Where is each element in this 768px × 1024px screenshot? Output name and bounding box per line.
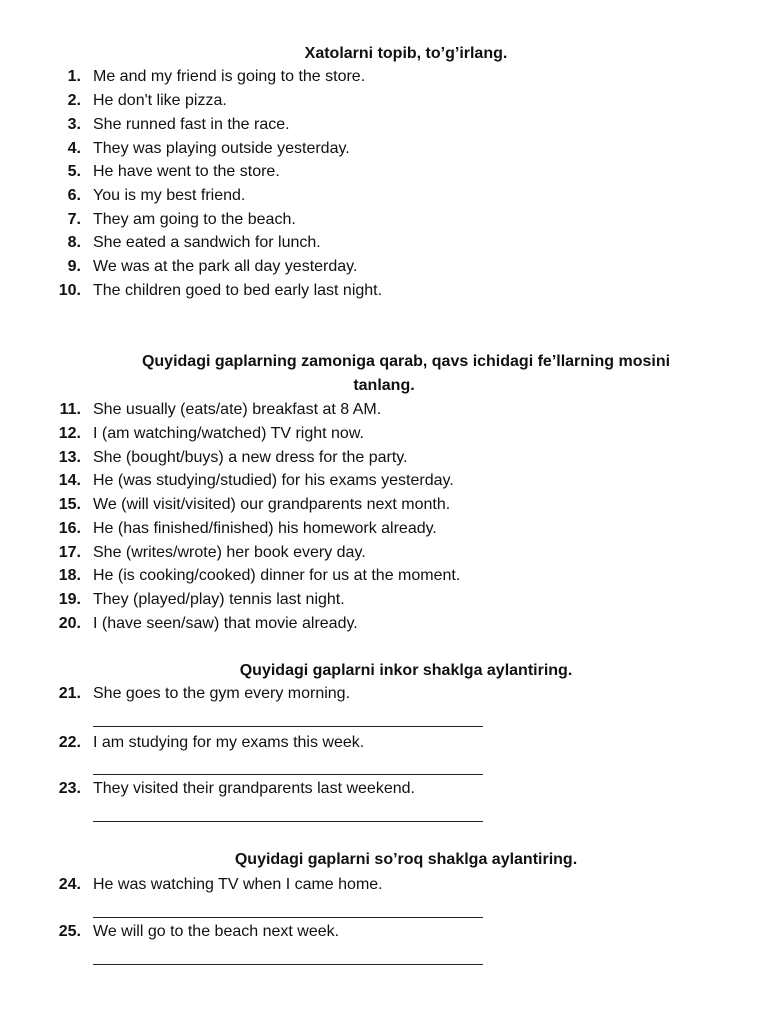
item-text: We was at the park all day yesterday. bbox=[93, 258, 358, 275]
list-item bbox=[50, 777, 415, 801]
item-text: She eated a sandwich for lunch. bbox=[93, 234, 321, 251]
list-item bbox=[50, 113, 290, 137]
list-item bbox=[50, 137, 350, 161]
item-number: 3. bbox=[67, 116, 81, 133]
item-number: 13. bbox=[58, 449, 81, 466]
item-number: 12. bbox=[58, 425, 81, 442]
item-number: 14. bbox=[58, 472, 81, 489]
item-text: I (am watching/watched) TV right now. bbox=[93, 425, 364, 442]
list-item bbox=[50, 469, 454, 493]
item-number: 15. bbox=[58, 496, 81, 513]
list-item bbox=[50, 612, 358, 636]
item-number: 19. bbox=[58, 591, 81, 608]
list-item bbox=[50, 541, 366, 565]
item-text: We will go to the beach next week. bbox=[93, 923, 340, 940]
list-item bbox=[50, 920, 339, 944]
item-text: I (have seen/saw) that movie already. bbox=[93, 615, 358, 632]
item-text: They (played/play) tennis last night. bbox=[93, 591, 345, 608]
item-text: She (bought/buys) a new dress for the party. bbox=[93, 449, 408, 466]
list-item bbox=[50, 517, 437, 541]
section-1-heading: Xatolarni topib, to’g’irlang. bbox=[304, 45, 508, 62]
list-item bbox=[50, 493, 450, 517]
item-number: 7. bbox=[67, 211, 81, 228]
section-2-heading-continued: tanlang. bbox=[353, 377, 415, 394]
answer-line[interactable] bbox=[93, 821, 483, 822]
list-item bbox=[50, 873, 383, 897]
item-number: 23. bbox=[58, 780, 81, 797]
item-number: 10. bbox=[58, 282, 81, 299]
item-number: 1. bbox=[67, 68, 81, 85]
item-number: 24. bbox=[58, 876, 81, 893]
list-item bbox=[50, 65, 365, 89]
item-text: He (is cooking/cooked) dinner for us at the moment. bbox=[93, 567, 461, 584]
section-2-heading: Quyidagi gaplarning zamoniga qarab, qavs ichidagi fe’llarning mosini bbox=[141, 353, 671, 370]
item-text: He (was studying/studied) for his exams yesterday. bbox=[93, 472, 454, 489]
list-item bbox=[50, 208, 296, 232]
item-text: You is my best friend. bbox=[93, 187, 246, 204]
list-item bbox=[50, 89, 227, 113]
item-number: 25. bbox=[58, 923, 81, 940]
list-item bbox=[50, 564, 460, 588]
item-text: He was watching TV when I came home. bbox=[93, 876, 383, 893]
list-item bbox=[50, 231, 321, 255]
item-number: 9. bbox=[67, 258, 81, 275]
item-text: Me and my friend is going to the store. bbox=[93, 68, 366, 85]
item-text: The children goed to bed early last night. bbox=[93, 282, 383, 299]
list-item bbox=[50, 160, 280, 184]
item-number: 17. bbox=[58, 544, 81, 561]
item-number: 6. bbox=[67, 187, 81, 204]
list-item bbox=[50, 398, 381, 422]
item-number: 20. bbox=[58, 615, 81, 632]
answer-line[interactable] bbox=[93, 964, 483, 965]
item-number: 5. bbox=[67, 163, 81, 180]
item-number: 16. bbox=[58, 520, 81, 537]
item-text: She (writes/wrote) her book every day. bbox=[93, 544, 366, 561]
list-item bbox=[50, 279, 382, 303]
item-number: 8. bbox=[67, 234, 81, 251]
item-text: They visited their grandparents last weekend. bbox=[93, 780, 415, 797]
list-item bbox=[50, 255, 357, 279]
item-text: I am studying for my exams this week. bbox=[93, 734, 365, 751]
section-4-heading: Quyidagi gaplarni so’roq shaklga aylantiring. bbox=[234, 851, 578, 868]
item-text: He don't like pizza. bbox=[93, 92, 227, 109]
answer-line[interactable] bbox=[93, 774, 483, 775]
list-item bbox=[50, 184, 245, 208]
item-text: She runned fast in the race. bbox=[93, 116, 290, 133]
item-number: 4. bbox=[67, 140, 81, 157]
list-item bbox=[50, 682, 350, 706]
answer-line[interactable] bbox=[93, 726, 483, 727]
list-item bbox=[50, 422, 364, 446]
item-text: They was playing outside yesterday. bbox=[93, 140, 350, 157]
item-number: 11. bbox=[59, 401, 81, 418]
item-text: She goes to the gym every morning. bbox=[93, 685, 351, 702]
item-text: She usually (eats/ate) breakfast at 8 AM. bbox=[93, 401, 382, 418]
item-number: 2. bbox=[67, 92, 81, 109]
item-text: They am going to the beach. bbox=[93, 211, 296, 228]
list-item bbox=[50, 588, 345, 612]
section-3-heading: Quyidagi gaplarni inkor shaklga aylantiring. bbox=[239, 662, 573, 679]
list-item bbox=[50, 446, 408, 470]
item-number: 21. bbox=[58, 685, 81, 702]
answer-line[interactable] bbox=[93, 917, 483, 918]
item-text: He (has finished/finished) his homework already. bbox=[93, 520, 437, 537]
item-number: 22. bbox=[58, 734, 81, 751]
list-item bbox=[50, 731, 364, 755]
item-text: He have went to the store. bbox=[93, 163, 280, 180]
item-number: 18. bbox=[58, 567, 81, 584]
item-text: We (will visit/visited) our grandparents next month. bbox=[93, 496, 451, 513]
